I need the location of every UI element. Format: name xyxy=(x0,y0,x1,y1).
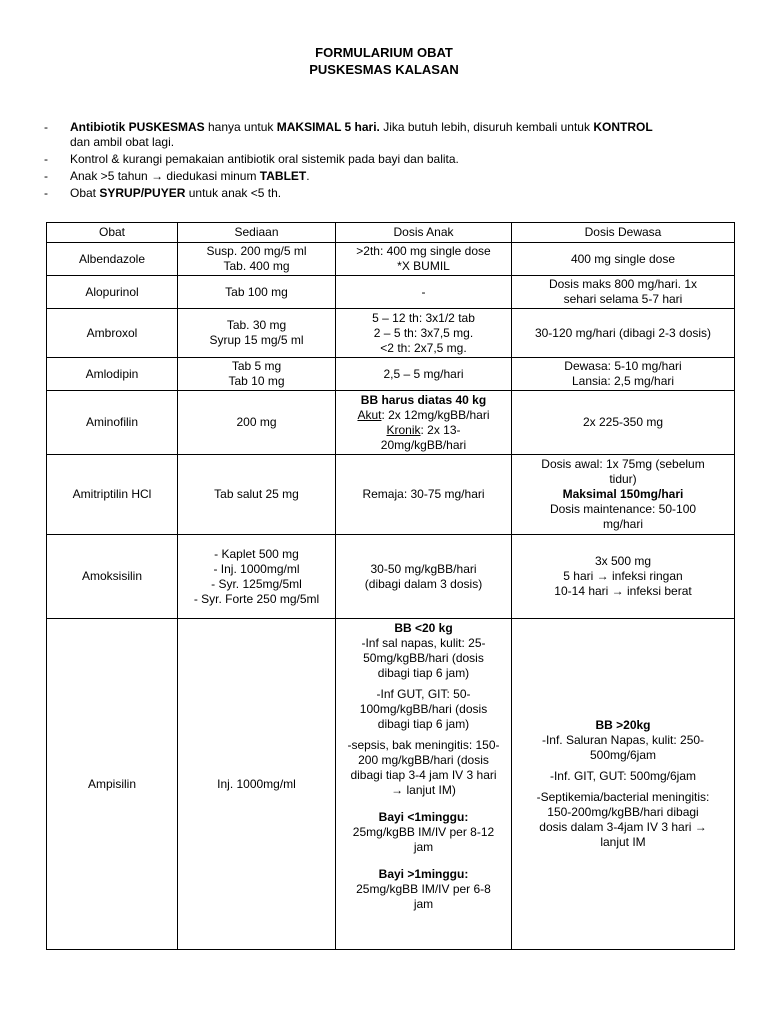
cell-obat: Amlodipin xyxy=(47,358,178,391)
cell-dosis-dewasa: Dosis maks 800 mg/hari. 1x sehari selama 5-7 hari xyxy=(512,276,735,309)
bullet-dash: - xyxy=(44,120,48,134)
cell-sediaan: Inj. 1000mg/ml xyxy=(178,619,336,950)
column-header-dosis-dewasa: Dosis Dewasa xyxy=(512,223,735,243)
cell-dosis-dewasa: Dewasa: 5-10 mg/hari Lansia: 2,5 mg/hari xyxy=(512,358,735,391)
note-item: - Anak >5 tahun → diedukasi minum TABLET. xyxy=(44,169,310,183)
cell-dosis-dewasa: 2x 225-350 mg xyxy=(512,391,735,455)
cell-dosis-anak: - xyxy=(336,276,512,309)
table-row xyxy=(47,243,735,276)
cell-sediaan: Tab. 30 mg Syrup 15 mg/5 ml xyxy=(178,309,336,358)
table-row xyxy=(47,358,735,391)
bullet-dash: - xyxy=(44,152,48,166)
table-row xyxy=(47,455,735,535)
note-item: - Antibiotik PUSKESMAS hanya untuk MAKSIMAL 5 hari. Jika butuh lebih, disuruh kembali untuk KONTROL dan ambil obat lagi. xyxy=(44,120,653,149)
cell-dosis-anak: BB <20 kg -Inf sal napas, kulit: 25- 50mg/kgBB/hari (dosis dibagi tiap 6 jam) -Inf GUT, GIT: 50- 100mg/kgBB/hari (dosis dibagi tiap 6 jam) -sepsis, bak meningitis: 150- 200 mg/kgBB/hari (dosis dibagi tiap 3-4 jam IV 3 hari → lanjut IM) Bayi <1minggu: 25mg/kgBB IM/IV per 8-12 jam Bayi >1minggu: 25mg/kgBB IM/IV per 6-8 jam xyxy=(336,619,512,950)
column-header-obat: Obat xyxy=(47,223,178,243)
cell-obat: Alopurinol xyxy=(47,276,178,309)
table-row xyxy=(47,391,735,455)
cell-dosis-dewasa: BB >20kg -Inf. Saluran Napas, kulit: 250- 500mg/6jam -Inf. GIT, GUT: 500mg/6jam -Septikemia/bacterial meningitis: 150-200mg/kgBB/hari dibagi dosis dalam 3-4jam IV 3 hari → lanjut IM xyxy=(512,619,735,950)
formularium-table xyxy=(46,222,735,950)
cell-dosis-anak: 30-50 mg/kgBB/hari (dibagi dalam 3 dosis) xyxy=(336,535,512,619)
cell-dosis-anak: Remaja: 30-75 mg/hari xyxy=(336,455,512,535)
cell-sediaan: Tab 5 mg Tab 10 mg xyxy=(178,358,336,391)
note-item: - Obat SYRUP/PUYER untuk anak <5 th. xyxy=(44,186,282,200)
document-title xyxy=(0,44,768,78)
cell-dosis-dewasa: 3x 500 mg 5 hari → infeksi ringan 10-14 hari → infeksi berat xyxy=(512,535,735,619)
cell-dosis-dewasa: 30-120 mg/hari (dibagi 2-3 dosis) xyxy=(512,309,735,358)
table-row xyxy=(47,535,735,619)
cell-obat: Aminofilin xyxy=(47,391,178,455)
cell-dosis-dewasa: Dosis awal: 1x 75mg (sebelum tidur) Maksimal 150mg/hari Dosis maintenance: 50-100 mg/hari xyxy=(512,455,735,535)
cell-dosis-anak: >2th: 400 mg single dose *X BUMIL xyxy=(336,243,512,276)
cell-dosis-anak: BB harus diatas 40 kg Akut: 2x 12mg/kgBB/hari Kronik: 2x 13- 20mg/kgBB/hari xyxy=(336,391,512,455)
cell-dosis-anak: 5 – 12 th: 3x1/2 tab 2 – 5 th: 3x7,5 mg. <2 th: 2x7,5 mg. xyxy=(336,309,512,358)
cell-dosis-anak: 2,5 – 5 mg/hari xyxy=(336,358,512,391)
table-row xyxy=(47,619,735,950)
notes-list xyxy=(44,120,734,203)
title-line-1: FORMULARIUM OBAT xyxy=(315,45,453,60)
title-line-2: PUSKESMAS KALASAN xyxy=(309,62,459,77)
cell-sediaan: Tab salut 25 mg xyxy=(178,455,336,535)
cell-dosis-dewasa: 400 mg single dose xyxy=(512,243,735,276)
cell-obat: Amoksisilin xyxy=(47,535,178,619)
cell-obat: Amitriptilin HCl xyxy=(47,455,178,535)
cell-sediaan: Susp. 200 mg/5 ml Tab. 400 mg xyxy=(178,243,336,276)
table-row xyxy=(47,276,735,309)
cell-sediaan: Tab 100 mg xyxy=(178,276,336,309)
table-row xyxy=(47,309,735,358)
bullet-dash: - xyxy=(44,186,48,200)
cell-obat: Albendazole xyxy=(47,243,178,276)
bullet-dash: - xyxy=(44,169,48,183)
cell-obat: Ambroxol xyxy=(47,309,178,358)
cell-obat: Ampisilin xyxy=(47,619,178,950)
arrow-right-icon: → xyxy=(151,169,164,183)
column-header-dosis-anak: Dosis Anak xyxy=(336,223,512,243)
note-item: - Kontrol & kurangi pemakaian antibiotik oral sistemik pada bayi dan balita. xyxy=(44,152,459,166)
column-header-sediaan: Sediaan xyxy=(178,223,336,243)
cell-sediaan: 200 mg xyxy=(178,391,336,455)
cell-sediaan: - Kaplet 500 mg - Inj. 1000mg/ml - Syr. 125mg/5ml - Syr. Forte 250 mg/5ml xyxy=(178,535,336,619)
table-header-row xyxy=(47,223,735,243)
